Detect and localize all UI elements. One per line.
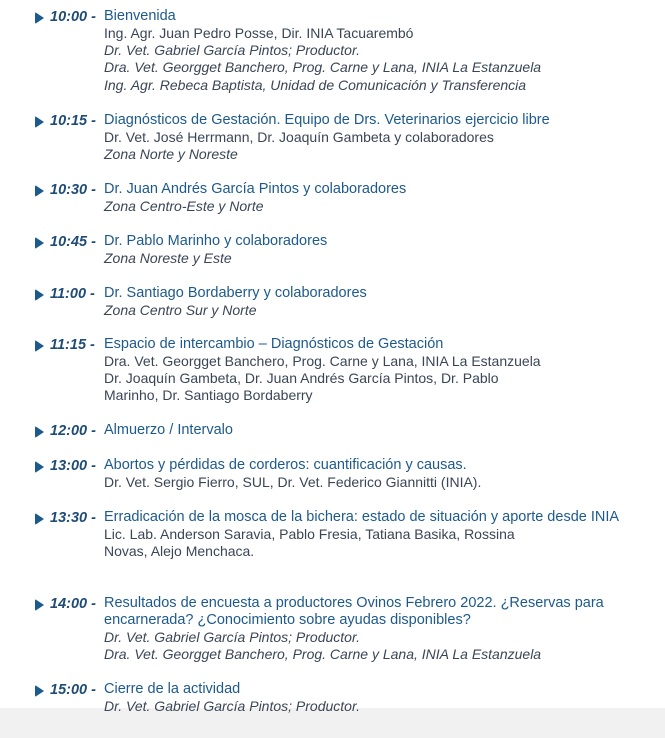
program-item <box>0 336 665 422</box>
item-time: 10:15 - <box>50 113 96 129</box>
triangle-bullet-icon <box>35 685 44 697</box>
participant-line <box>104 353 624 370</box>
item-title: Dr. Juan Andrés García Pintos y colaboradores <box>104 181 407 197</box>
item-title: Dr. Santiago Bordaberry y colaboradores <box>104 285 367 301</box>
program-item <box>0 422 665 457</box>
zone-line: Zona Noreste y Este <box>104 250 232 266</box>
triangle-bullet-icon <box>35 461 44 473</box>
program-item <box>0 112 665 181</box>
participant-text: Dra. Vet. Georgget Banchero, Prog. Carne y Lana, INIA La Estanzuela <box>104 353 541 369</box>
item-time: 10:45 - <box>50 234 96 250</box>
item-title: Cierre de la actividad <box>104 681 241 697</box>
program-item <box>0 181 665 233</box>
participant-line: Dra. Vet. Georgget Banchero, Prog. Carne y Lana, INIA La Estanzuela <box>104 646 542 663</box>
participant-line: Dr. Vet. Gabriel García Pintos; Productor. <box>104 42 360 59</box>
item-title: Abortos y pérdidas de corderos: cuantificación y causas. <box>104 457 467 473</box>
item-time: 13:00 - <box>50 458 96 474</box>
triangle-bullet-icon <box>35 116 44 128</box>
zone-line: Zona Centro Sur y Norte <box>104 302 257 318</box>
zone-line: Zona Centro-Este y Norte <box>104 198 264 214</box>
item-time: 12:00 - <box>50 423 96 439</box>
item-time: 11:00 - <box>50 286 95 302</box>
triangle-bullet-icon <box>35 599 44 611</box>
item-time: 10:30 - <box>50 182 96 198</box>
participant-line: Dra. Vet. Georgget Banchero, Prog. Carne y Lana, INIA La Estanzuela <box>104 59 542 76</box>
program-list <box>0 8 665 721</box>
participant-line: Novas, Alejo Menchaca. <box>104 543 255 560</box>
program-item <box>0 509 665 595</box>
participant-line: Dr. Vet. Sergio Fierro, SUL, Dr. Vet. Federico Giannitti (INIA). <box>104 474 482 490</box>
item-title: Almuerzo / Intervalo <box>104 422 233 438</box>
triangle-bullet-icon <box>35 237 44 249</box>
item-title: Dr. Pablo Marinho y colaboradores <box>104 233 328 249</box>
triangle-bullet-icon <box>35 426 44 438</box>
item-title: Erradicación de la mosca de la bichera: estado de situación y aporte desde INIA <box>104 509 620 525</box>
program-item <box>0 8 665 112</box>
program-item <box>0 595 665 681</box>
triangle-bullet-icon <box>35 513 44 525</box>
triangle-bullet-icon <box>35 289 44 301</box>
program-item <box>0 285 665 336</box>
program-item <box>0 457 665 509</box>
triangle-bullet-icon <box>35 12 44 24</box>
item-time: 13:30 - <box>50 510 96 526</box>
participant-line: Dr. Vet. Gabriel García Pintos; Productor. <box>104 629 360 645</box>
participant-line: Dr. Vet. José Herrmann, Dr. Joaquín Gambeta y colaboradores <box>104 129 494 145</box>
participant-line: Lic. Lab. Anderson Saravia, Pablo Fresia, Tatiana Basika, Rossina <box>104 526 515 542</box>
item-title: Espacio de intercambio – Diagnósticos de Gestación <box>104 336 444 352</box>
item-title: Diagnósticos de Gestación. Equipo de Drs. Veterinarios ejercicio libre <box>104 112 550 128</box>
item-title: Resultados de encuesta a productores Ovinos Febrero 2022. ¿Reservas para encarnerada? ¿Conocimiento sobre ayudas disponibles? <box>104 595 604 628</box>
triangle-bullet-icon <box>35 185 44 197</box>
triangle-bullet-icon <box>35 340 44 352</box>
item-time: 11:15 - <box>50 337 95 353</box>
item-time: 10:00 - <box>50 9 96 25</box>
participant-line: Ing. Agr. Rebeca Baptista, Unidad de Comunicación y Transferencia <box>104 76 527 93</box>
participant-line: Dr. Vet. Gabriel García Pintos; Productor. <box>104 698 360 714</box>
program-item <box>0 681 665 721</box>
participant-line: Ing. Agr. Juan Pedro Posse, Dir. INIA Tacuarembó <box>104 25 414 41</box>
program-item <box>0 233 665 285</box>
zone-line: Zona Norte y Noreste <box>104 146 238 163</box>
item-time: 14:00 - <box>50 596 96 612</box>
item-time: 15:00 - <box>50 682 96 698</box>
participant-line: Dr. Joaquín Gambeta, Dr. Juan Andrés García Pintos, Dr. Pablo <box>104 370 499 387</box>
participant-line: Marinho, Dr. Santiago Bordaberry <box>104 387 313 404</box>
item-title: Bienvenida <box>104 8 176 24</box>
